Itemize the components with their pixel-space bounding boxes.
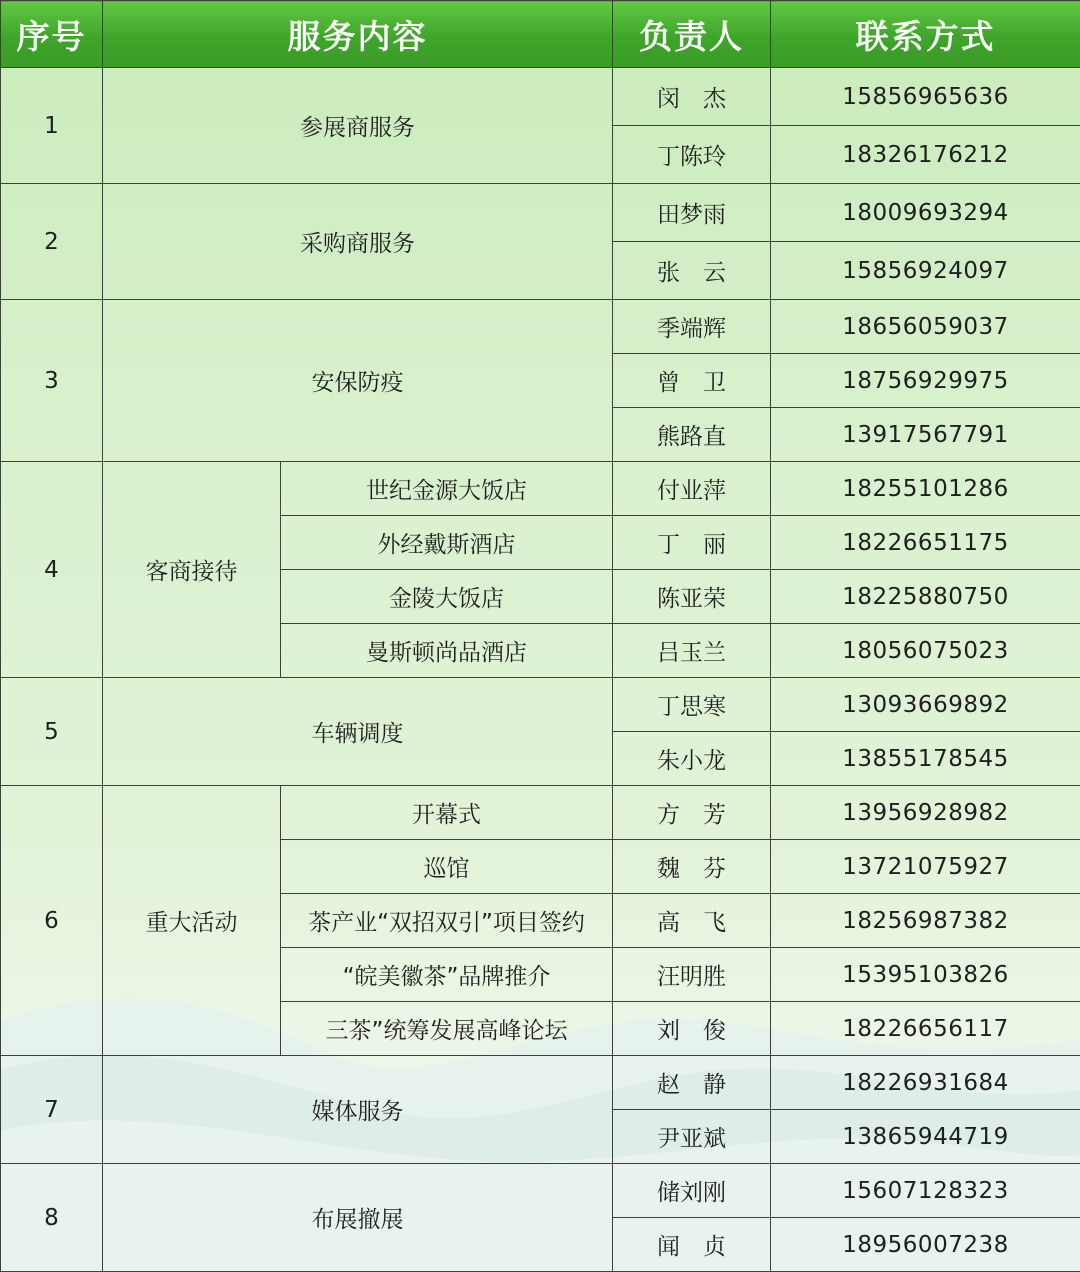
person-name: 赵 静 [613, 1056, 771, 1110]
table-row [1, 678, 1080, 732]
header-contact: 联系方式 [771, 1, 1080, 68]
service-name: 布展撤展 [103, 1164, 613, 1272]
service-name: 参展商服务 [103, 68, 613, 184]
service-name: 车辆调度 [103, 678, 613, 786]
person-name: 丁陈玲 [613, 126, 771, 184]
sub-item: 金陵大饭店 [281, 570, 613, 624]
sub-item: “皖美徽茶”品牌推介 [281, 948, 613, 1002]
header-row [1, 1, 1080, 68]
table-row [1, 300, 1080, 354]
person-name: 尹亚斌 [613, 1110, 771, 1164]
table-row [1, 1164, 1080, 1218]
sub-item: 巡馆 [281, 840, 613, 894]
row-index: 3 [1, 300, 103, 462]
person-name: 高 飞 [613, 894, 771, 948]
service-name: 媒体服务 [103, 1056, 613, 1164]
person-name: 张 云 [613, 242, 771, 300]
phone-number: 18255101286 [771, 462, 1080, 516]
phone-number: 18756929975 [771, 354, 1080, 408]
person-name: 吕玉兰 [613, 624, 771, 678]
person-name: 刘 俊 [613, 1002, 771, 1056]
person-name: 田梦雨 [613, 184, 771, 242]
person-name: 魏 芬 [613, 840, 771, 894]
sub-item: 开幕式 [281, 786, 613, 840]
phone-number: 13855178545 [771, 732, 1080, 786]
header-service: 服务内容 [103, 1, 613, 68]
row-index: 5 [1, 678, 103, 786]
phone-number: 15856965636 [771, 68, 1080, 126]
person-name: 付业萍 [613, 462, 771, 516]
person-name: 丁 丽 [613, 516, 771, 570]
phone-number: 18226651175 [771, 516, 1080, 570]
phone-number: 13956928982 [771, 786, 1080, 840]
person-name: 陈亚荣 [613, 570, 771, 624]
row-index: 6 [1, 786, 103, 1056]
phone-number: 18225880750 [771, 570, 1080, 624]
table-row [1, 184, 1080, 242]
row-index: 8 [1, 1164, 103, 1272]
person-name: 闵 杰 [613, 68, 771, 126]
row-index: 4 [1, 462, 103, 678]
sub-item: 曼斯顿尚品酒店 [281, 624, 613, 678]
person-name: 汪明胜 [613, 948, 771, 1002]
row-index: 1 [1, 68, 103, 184]
service-name: 客商接待 [103, 462, 281, 678]
table-body [1, 68, 1080, 1272]
phone-number: 15856924097 [771, 242, 1080, 300]
header-person: 负责人 [613, 1, 771, 68]
phone-number: 15395103826 [771, 948, 1080, 1002]
person-name: 朱小龙 [613, 732, 771, 786]
phone-number: 13093669892 [771, 678, 1080, 732]
phone-number: 18226656117 [771, 1002, 1080, 1056]
phone-number: 18256987382 [771, 894, 1080, 948]
person-name: 季端辉 [613, 300, 771, 354]
row-index: 7 [1, 1056, 103, 1164]
phone-number: 13721075927 [771, 840, 1080, 894]
person-name: 曾 卫 [613, 354, 771, 408]
person-name: 方 芳 [613, 786, 771, 840]
phone-number: 18956007238 [771, 1218, 1080, 1272]
person-name: 闻 贞 [613, 1218, 771, 1272]
header-index: 序号 [1, 1, 103, 68]
table-row [1, 462, 1080, 516]
phone-number: 18009693294 [771, 184, 1080, 242]
sub-item: 茶产业“双招双引”项目签约 [281, 894, 613, 948]
service-name: 采购商服务 [103, 184, 613, 300]
service-name: 重大活动 [103, 786, 281, 1056]
service-name: 安保防疫 [103, 300, 613, 462]
person-name: 熊路直 [613, 408, 771, 462]
phone-number: 13917567791 [771, 408, 1080, 462]
person-name: 储刘刚 [613, 1164, 771, 1218]
phone-number: 18326176212 [771, 126, 1080, 184]
table-row [1, 786, 1080, 840]
person-name: 丁思寒 [613, 678, 771, 732]
phone-number: 18056075023 [771, 624, 1080, 678]
phone-number: 18226931684 [771, 1056, 1080, 1110]
sub-item: 世纪金源大饭店 [281, 462, 613, 516]
table-row [1, 68, 1080, 126]
phone-number: 15607128323 [771, 1164, 1080, 1218]
phone-number: 18656059037 [771, 300, 1080, 354]
sub-item: 外经戴斯酒店 [281, 516, 613, 570]
table-row [1, 1056, 1080, 1110]
sub-item: 三茶”统筹发展高峰论坛 [281, 1002, 613, 1056]
row-index: 2 [1, 184, 103, 300]
phone-number: 13865944719 [771, 1110, 1080, 1164]
